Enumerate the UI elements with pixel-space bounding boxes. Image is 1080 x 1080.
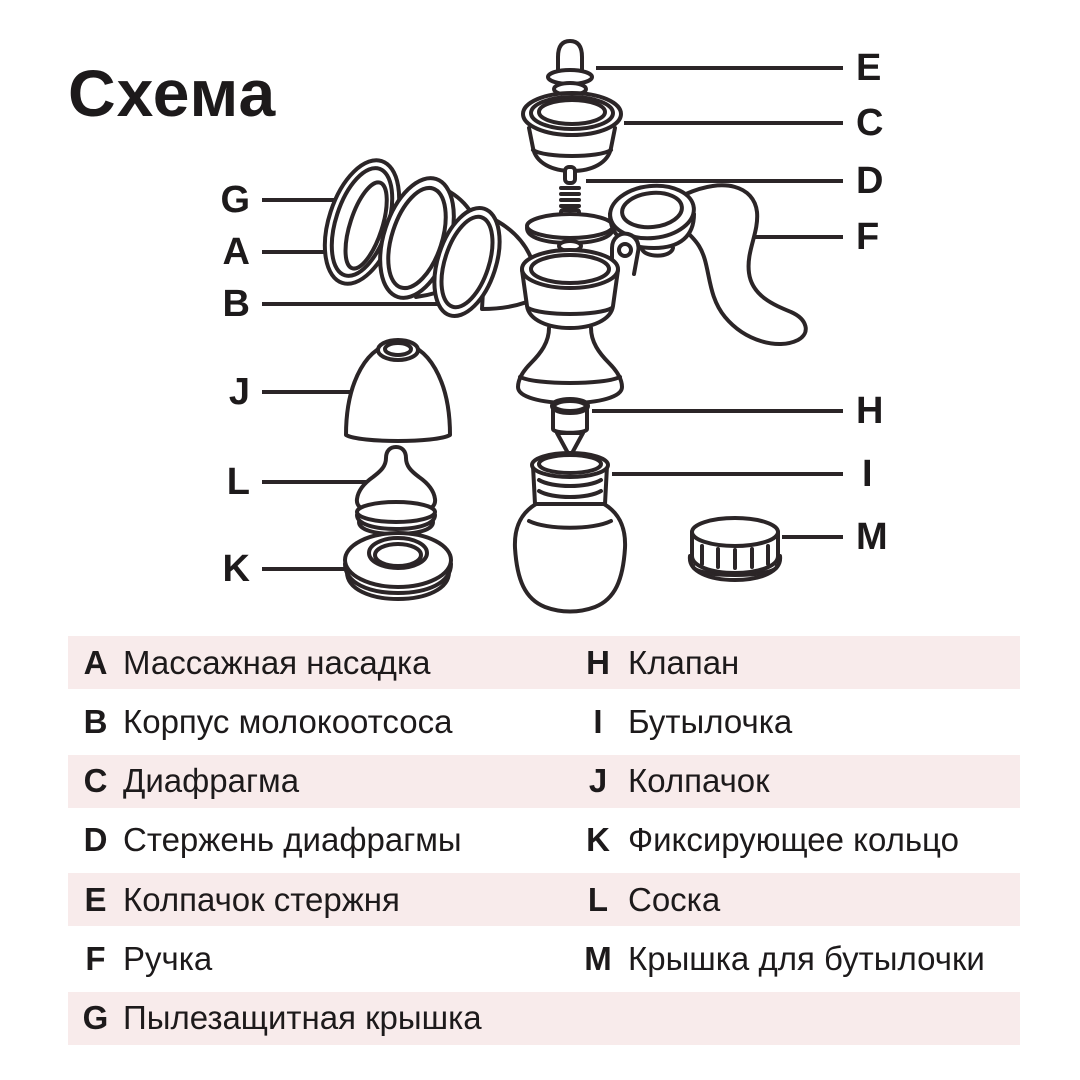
callout-letter-i: I [862,453,873,495]
legend-label: Массажная насадка [123,643,431,681]
callout-letter-b: B [222,283,250,325]
callout-letter-l: L [226,461,250,503]
legend-letter: F [85,939,106,977]
teat-drawing [357,447,435,534]
bottle-drawing [515,453,625,612]
legend-letter: J [588,762,608,800]
legend-label: Колпачок стержня [123,880,400,918]
callout-letter-d: D [856,160,884,202]
callout-letter-c: C [856,102,884,144]
legend-letter: B [83,702,108,740]
legend-letter: K [586,821,610,859]
cap-dome-drawing [346,340,450,441]
legend-label: Корпус молокоотсоса [123,702,453,740]
legend-label: Стержень диафрагмы [123,821,462,859]
callout-letter-m: M [856,516,888,558]
callout-letter-f: F [856,216,880,258]
legend-letter: A [83,643,108,681]
legend-row [68,873,1020,926]
legend-label: Соска [628,880,721,918]
legend-letter: D [83,821,108,859]
legend-row [68,636,1020,689]
legend-letter: G [82,999,109,1037]
callout-letter-a: A [222,231,250,273]
legend-label: Пылезащитная крышка [123,999,482,1037]
page-title: Схема [68,56,277,130]
legend-letter: M [584,939,612,977]
valve-drawing [553,400,587,457]
callout-letter-g: G [220,179,250,221]
legend-label: Клапан [628,643,740,681]
legend-row [68,932,1020,985]
callout-letter-k: K [222,548,250,590]
legend-letter: I [593,702,603,740]
legend-label: Диафрагма [123,762,300,800]
legend-label: Колпачок [628,762,770,800]
legend-letter: H [586,643,610,681]
legend [68,636,1020,1045]
legend-row [68,992,1020,1045]
legend-row [68,695,1020,748]
legend-label: Фиксирующее кольцо [628,821,959,859]
legend-letter: E [84,880,107,918]
callout-letter-h: H [856,390,884,432]
diaphragm-drawing [523,93,621,171]
legend-label: Крышка для бутылочки [628,939,985,977]
callout-letter-j: J [228,371,250,413]
legend-letter: C [83,762,108,800]
locking-ring-drawing [345,533,451,599]
callout-letter-e: E [856,47,882,89]
legend-label: Бутылочка [628,702,793,740]
bottle-cap-drawing [690,518,780,580]
legend-letter: L [587,880,609,918]
legend-row [68,755,1020,808]
stem-cap-drawing [548,41,592,95]
legend-label: Ручка [123,939,213,977]
legend-row [68,814,1020,867]
